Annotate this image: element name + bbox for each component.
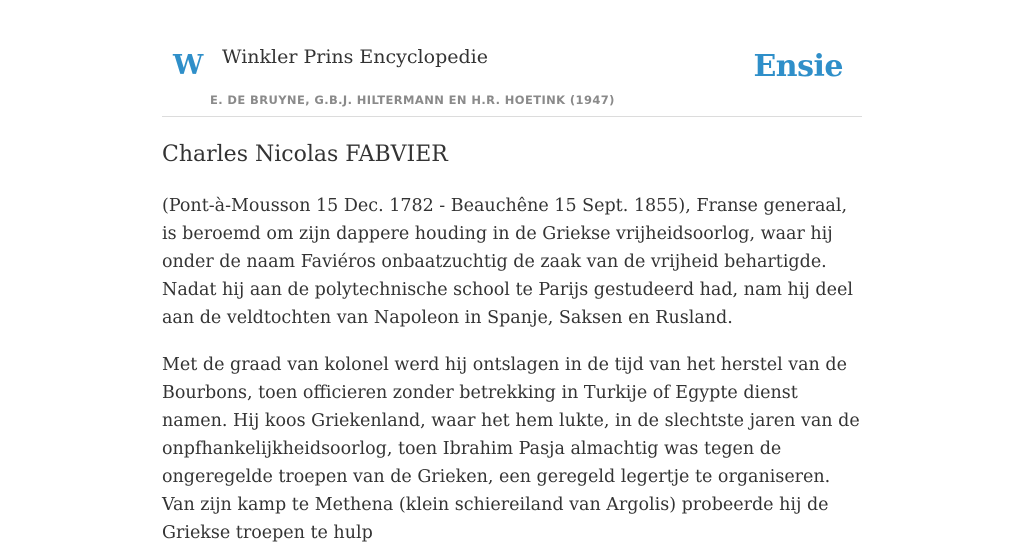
- article-title: Charles Nicolas FABVIER: [162, 142, 448, 167]
- site-header: [162, 0, 862, 117]
- article-paragraph: Met de graad van kolonel werd hij ontslagen in de tijd van het herstel van de Bourbons, toen officieren zonder betrekking in Turkije of Egypte dienst namen. Hij koos Griekenland, waar het hem lukte, in de slechtste jaren van de onpfhankelijkheidsoorlog, toen Ibrahim Pasja almachtig was tegen de ongeregelde troepen van de Grieken, een geregeld legertje te organiseren. Van zijn kamp te Methena (klein schiereiland van Argolis) probeerde hij de Griekse troepen te hulp: [162, 355, 860, 543]
- winkler-prins-logo[interactable]: W: [173, 50, 204, 81]
- article: [162, 140, 862, 547]
- article-paragraph: (Pont-à-Mousson 15 Dec. 1782 - Beauchêne 15 Sept. 1855), Franse generaal, is beroemd om zijn dappere houding in de Griekse vrijheidsoorlog, waar hij onder de naam Faviéros onbaatzuchtig de zaak van de vrijheid behartigde. Nadat hij aan de polytechnische school te Parijs gestudeerd had, nam hij deel aan de veldtochten van Napoleon in Spanje, Saksen en Rusland.: [162, 196, 853, 328]
- site-title[interactable]: Winkler Prins Encyclopedie: [222, 46, 488, 68]
- site-authors: E. DE BRUYNE, G.B.J. HILTERMANN EN H.R. HOETINK (1947): [210, 93, 615, 107]
- ensie-logo[interactable]: Ensie: [753, 49, 843, 84]
